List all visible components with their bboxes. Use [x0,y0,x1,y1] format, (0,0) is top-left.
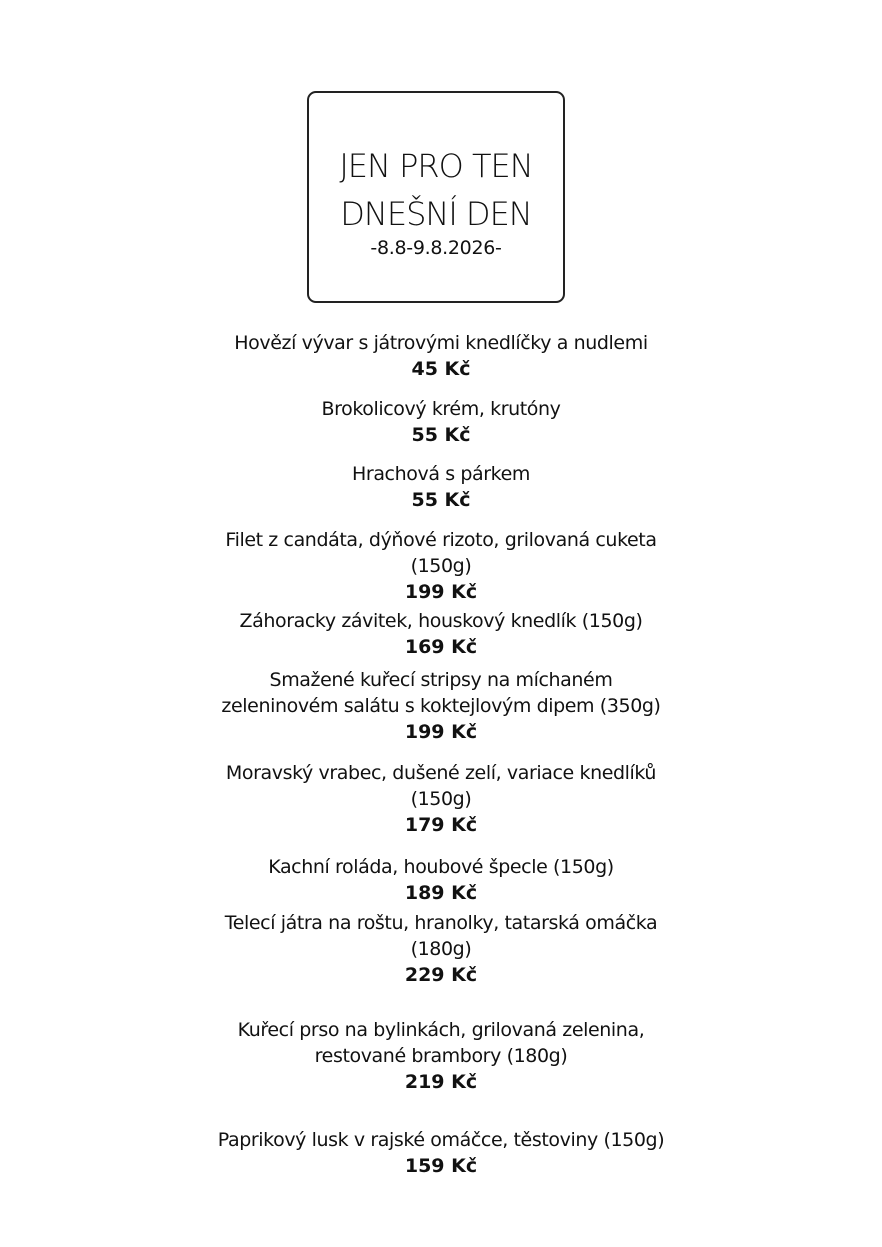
menu-item-name: Filet z candáta, dýňové rizoto, grilovaná cuketa [225,529,657,551]
menu-item-weight: (150g) [410,788,472,810]
title-box [307,91,565,303]
menu-item-name: Kachní roláda, houbové špecle (150g) [268,856,614,878]
menu-item-price: 45 Kč [411,358,471,380]
menu-item [0,910,882,989]
date-range: -8.8-9.8.2026- [370,237,502,259]
menu-item-price: 159 Kč [404,1155,478,1177]
menu-item-weight: (180g) [410,938,472,960]
menu-item-price: 189 Kč [404,882,478,904]
title-line-1: JEN PRO TEN [339,147,533,185]
menu-item [0,608,882,661]
menu-item-weight: (150g) [410,555,472,577]
menu-item [0,760,882,839]
menu-item-price: 199 Kč [404,581,478,603]
menu-item-price: 229 Kč [404,964,478,986]
menu-item [0,854,882,907]
menu-item-name: Záhoracky závitek, houskový knedlík (150g) [239,610,643,632]
menu-item-name: Telecí játra na roštu, hranolky, tatarská omáčka [224,912,658,934]
menu-item-price: 199 Kč [404,721,478,743]
menu-item [0,330,882,383]
menu-item-price: 55 Kč [411,424,471,446]
menu-item-name-line2: zeleninovém salátu s koktejlovým dipem (350g) [221,695,661,717]
menu-item [0,527,882,606]
menu-item-price: 219 Kč [404,1071,478,1093]
menu-item-name: Brokolicový krém, krutóny [321,398,561,420]
menu-item-price: 179 Kč [404,814,478,836]
menu-item [0,396,882,449]
menu-item-name: Kuřecí prso na bylinkách, grilovaná zelenina, [237,1019,645,1041]
title-line-2: DNEŠNÍ DEN [340,195,532,233]
menu-item-name: Paprikový lusk v rajské omáčce, těstoviny (150g) [217,1129,665,1151]
menu-item-name: Moravský vrabec, dušené zelí, variace knedlíků [225,762,657,784]
menu-item-name-line2: restované brambory (180g) [314,1045,568,1067]
menu-item [0,461,882,514]
menu-item-price: 169 Kč [404,636,478,658]
menu-item [0,1017,882,1096]
menu-item-name: Hovězí vývar s játrovými knedlíčky a nudlemi [234,332,648,354]
menu-item [0,1127,882,1180]
menu-item [0,667,882,746]
menu-item-name: Smažené kuřecí stripsy na míchaném [269,669,613,691]
menu-item-name: Hrachová s párkem [352,463,530,485]
menu-item-price: 55 Kč [411,489,471,511]
